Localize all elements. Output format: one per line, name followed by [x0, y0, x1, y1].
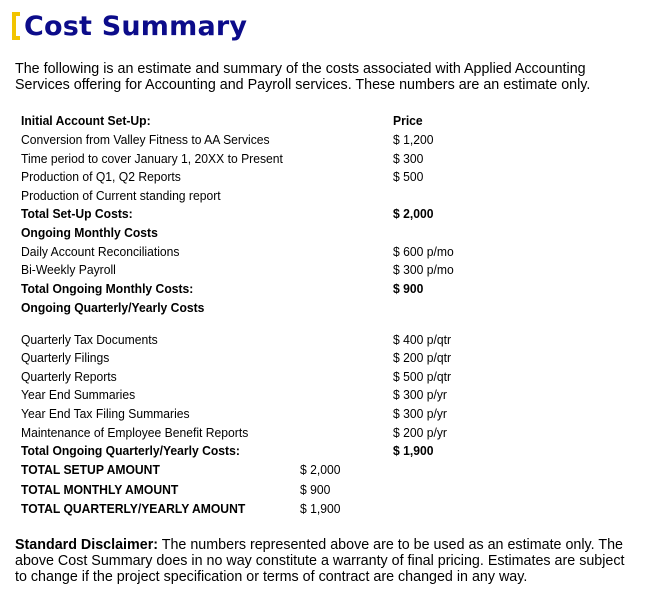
item-label: Maintenance of Employee Benefit Reports [21, 425, 249, 440]
item-label: Quarterly Filings [21, 350, 110, 365]
item-price: $ 400 p/qtr [393, 332, 452, 347]
section-heading: Ongoing Quarterly/Yearly Costs [21, 300, 205, 315]
item-label: Quarterly Tax Documents [21, 332, 158, 347]
total-label: Total Ongoing Monthly Costs: [21, 281, 194, 296]
item-price: $ 300 p/yr [393, 406, 447, 421]
total-price: $ 2,000 [393, 206, 434, 221]
item-label: Bi-Weekly Payroll [21, 262, 116, 277]
grand-total-amount: $ 2,000 [300, 462, 341, 477]
total-label: Total Set-Up Costs: [21, 206, 133, 221]
header-label: Initial Account Set-Up: [21, 113, 151, 128]
grand-total-amount: $ 1,900 [300, 501, 341, 516]
item-price: $ 200 p/yr [393, 425, 447, 440]
item-label: Year End Tax Filing Summaries [21, 406, 190, 421]
total-label: Total Ongoing Quarterly/Yearly Costs: [21, 443, 240, 458]
grand-total-label: TOTAL QUARTERLY/YEARLY AMOUNT [21, 501, 246, 516]
item-price: $ 500 [393, 169, 424, 184]
grand-total-label: TOTAL SETUP AMOUNT [21, 462, 160, 477]
item-price: $ 600 p/mo [393, 244, 454, 259]
disclaimer-paragraph [15, 537, 637, 585]
item-price: $ 200 p/qtr [393, 350, 452, 365]
bracket-icon [12, 12, 20, 40]
item-price: $ 1,200 [393, 132, 434, 147]
total-price: $ 900 [393, 281, 424, 296]
item-price: $ 300 p/mo [393, 262, 454, 277]
disclaimer-label: Standard Disclaimer: [15, 537, 159, 553]
page-heading [12, 8, 247, 44]
item-label: Daily Account Reconciliations [21, 244, 180, 259]
grand-total-amount: $ 900 [300, 482, 331, 497]
item-price: $ 300 p/yr [393, 387, 447, 402]
item-label: Production of Q1, Q2 Reports [21, 169, 181, 184]
grand-total-label: TOTAL MONTHLY AMOUNT [21, 482, 179, 497]
intro-paragraph: The following is an estimate and summary of the costs associated with Applied Accounting Services offering for Accounting and Payroll services. These numbers are an estimate only. [15, 61, 591, 93]
page-title: Cost Summary [24, 10, 248, 42]
item-label: Quarterly Reports [21, 369, 117, 384]
total-price: $ 1,900 [393, 443, 434, 458]
item-label: Time period to cover January 1, 20XX to Present [21, 151, 283, 166]
item-price: $ 300 [393, 151, 424, 166]
item-label: Conversion from Valley Fitness to AA Services [21, 132, 270, 147]
item-label: Production of Current standing report [21, 188, 221, 203]
disclaimer-text: The numbers represented above are to be used as an estimate only. The above Cost Summary does in no way constitute a warranty of final pricing. Estimates are subject to change if the project specification or terms of contract are changed in any way. [15, 537, 625, 585]
item-label: Year End Summaries [21, 387, 136, 402]
header-price: Price [393, 113, 423, 128]
section-heading: Ongoing Monthly Costs [21, 225, 158, 240]
item-price: $ 500 p/qtr [393, 369, 452, 384]
